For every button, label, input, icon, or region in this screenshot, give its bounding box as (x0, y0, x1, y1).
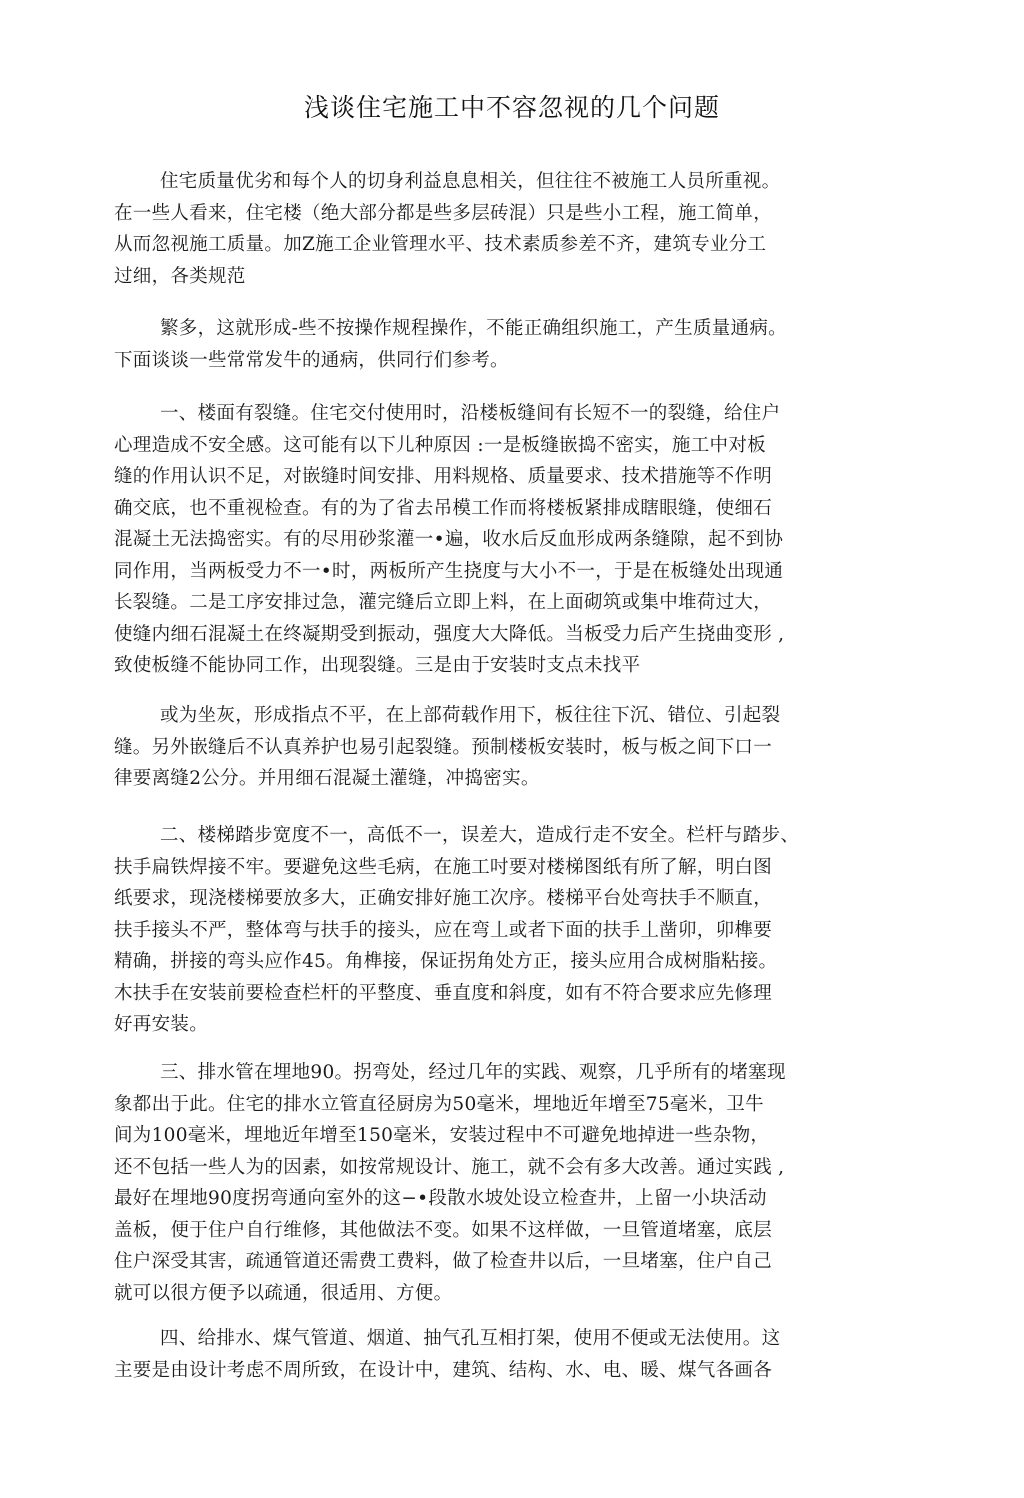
text-line: 或为坐灰，形成指点不平，在上部荷载作用下，板往往下沉、错位、引起裂 (160, 705, 781, 726)
text-line: 纸要求，现浇楼梯要放多大，正确安排好施工次序。楼梯平台处弯扶手不顺直， (114, 888, 773, 909)
paragraph-section-3 (114, 1057, 914, 1309)
text-line: 繁多，这就形成-些不按操作规程操作，不能正确组织施工，产生质量通病。 (160, 318, 787, 339)
text-line: 三、排水管在埋地90。拐弯处，经过几年的实践、观察，几乎所有的堵塞现 (160, 1062, 786, 1083)
paragraph-section-2 (114, 820, 914, 1041)
text-line: 从而忽视施工质量。加Z施工企业管理水平、技术素质参差不齐，建筑专业分工 (114, 234, 767, 255)
text-line: 使缝内细石混凝土在终凝期受到振动，强度大大降低。当板受力后产生挠曲变形 , (114, 623, 785, 645)
text-line: 就可以很方便予以疏通，很适用、方便。 (114, 1282, 453, 1304)
text-line: 心理造成不安全感。这可能有以下儿种原因 :一是板缝嵌捣不密实，施工中对板 (114, 434, 766, 456)
text-line: 最好在埋地90度拐弯通向室外的这−•段散水坡处设立检查井，上留一小块活动 (114, 1188, 767, 1209)
text-line: 确交底，也不重视检查。有的为了省去吊模工作而将楼板紧排成瞎眼缝，使细石 (114, 497, 773, 519)
text-line: 缝的作用认识不足，对嵌缝时间安排、用料规格、质量要求、技术措施等不作明 (114, 466, 773, 487)
text-line: 在一些人看来，住宅楼（绝大部分都是些多层砖混）只是些小工程，施工简单， (114, 202, 773, 224)
text-line: 一、楼面有裂缝。住宅交付使用时，沿楼板缝间有长短不一的裂缝，给住户 (160, 403, 781, 424)
text-line: 混凝土无法捣密实。有的尽用砂浆灌一•遍，收水后反血形成两条缝隙，起不到协 (114, 529, 784, 550)
text-line: 好再安装。 (114, 1014, 209, 1035)
paragraph-section-1-continued (114, 700, 914, 795)
text-line: 同作用，当两板受力不一•时，两板所产生挠度与大小不一，于是在板缝处出现通 (114, 560, 784, 582)
paragraph-section-4 (114, 1323, 914, 1386)
text-line: 二、楼梯踏步宽度不一，高低不一，误差大，造成行走不安全。栏杆与踏步、 (160, 825, 800, 846)
text-line: 扶手接头不严，整体弯与扶手的接头，应在弯丄或者下面的扶手丄凿卯，卯榫要 (114, 919, 773, 941)
text-line: 盖板，便于住户自行维修，其他做法不变。如果不这样做，一旦管道堵塞，底层 (114, 1219, 773, 1241)
text-line: 致使板缝不能协同工作，出现裂缝。三是由于安装时支点未找平 (114, 655, 641, 676)
text-line: 下面谈谈一些常常发牛的通病，供同行们参考。 (114, 349, 509, 371)
text-line: 象都出于此。住宅的排水立管直径厨房为50毫米，埋地近年增至75毫米，卫牛 (114, 1093, 764, 1115)
document-title: 浅谈住宅施工中不容忽视的几个问题 (303, 93, 720, 122)
text-line: 过细，各类规范 (114, 265, 246, 287)
text-line: 住宅质量优劣和每个人的切身利益息息相关，但往往不被施工人员所重视。 (160, 171, 781, 192)
paragraph-intro (114, 166, 914, 292)
text-line: 主要是由设计考虑不周所致，在设计中，建筑、结构、水、电、暖、煤气各画各 (114, 1359, 773, 1381)
paragraph-section-1 (114, 398, 914, 682)
text-line: 还不包括一些人为的因素，如按常规设计、施工，就不会有多大改善。通过实践 , (114, 1156, 785, 1178)
text-line: 缝。另外嵌缝后不认真养护也易引起裂缝。预制楼板安装时，板与板之间下口一 (114, 736, 773, 758)
text-line: 木扶手在安装前要检查栏杆的平整度、垂直度和斜度，如有不符合要求应先修理 (114, 982, 773, 1004)
text-line: 扶手扁铁焊接不牢。要避免这些毛病，在施工吋要对楼梯图纸有所了解，明白图 (114, 856, 773, 878)
text-line: 住户深受其害，疏通管道还需费工费料，做了检查井以后，一旦堵塞，住户自己 (114, 1251, 773, 1272)
text-line: 长裂缝。二是工序安排过急，灌完缝后立即上料，在上面砌筑或集中堆荷过大， (114, 592, 773, 613)
paragraph-continuation (114, 313, 914, 376)
text-line: 间为100毫米，埋地近年增至150毫米，安装过程中不可避免地掉进一些杂物， (114, 1125, 770, 1146)
text-line: 律要离缝2公分。并用细石混凝土灌缝，冲捣密实。 (114, 768, 540, 789)
text-line: 四、给排水、煤气管道、烟道、抽气孔互相打架，使用不便或无法使用。这 (160, 1328, 781, 1349)
text-line: 精确，拼接的弯头应作45。角榫接，保证拐角处方正，接头应用合成树脂粘接。 (114, 951, 778, 972)
